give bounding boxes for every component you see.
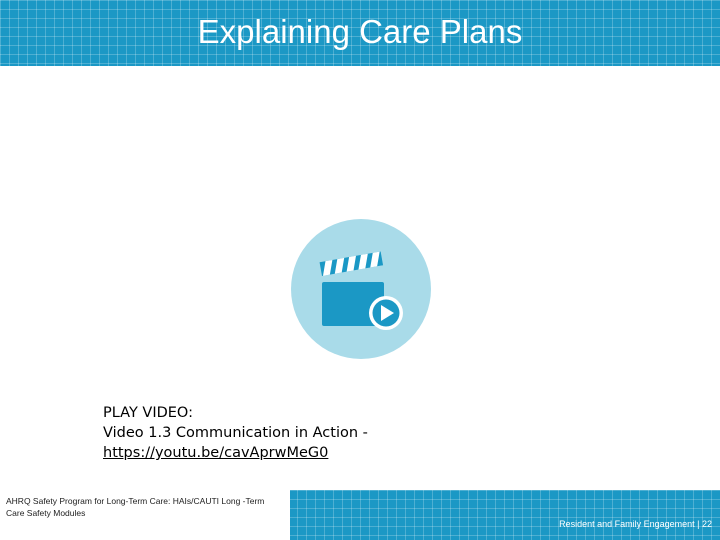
video-clapperboard-icon — [290, 218, 432, 360]
play-button-icon — [369, 296, 403, 330]
play-video-label: PLAY VIDEO: — [103, 405, 193, 421]
footer-source-text: AHRQ Safety Program for Long-Term Care: HAIs/CAUTI Long -Term Care Safety Modules — [6, 496, 265, 518]
video-play-icon[interactable] — [290, 218, 432, 360]
video-caption — [103, 403, 483, 463]
video-title: Video 1.3 Communication in Action - — [103, 425, 368, 441]
title-bar — [0, 0, 720, 66]
footer-page-label: Resident and Family Engagement | 22 — [559, 519, 712, 529]
slide-title: Explaining Care Plans — [197, 13, 523, 50]
footer-source-panel — [0, 490, 290, 540]
video-link[interactable]: https://youtu.be/cavAprwMeG0 — [103, 445, 329, 461]
